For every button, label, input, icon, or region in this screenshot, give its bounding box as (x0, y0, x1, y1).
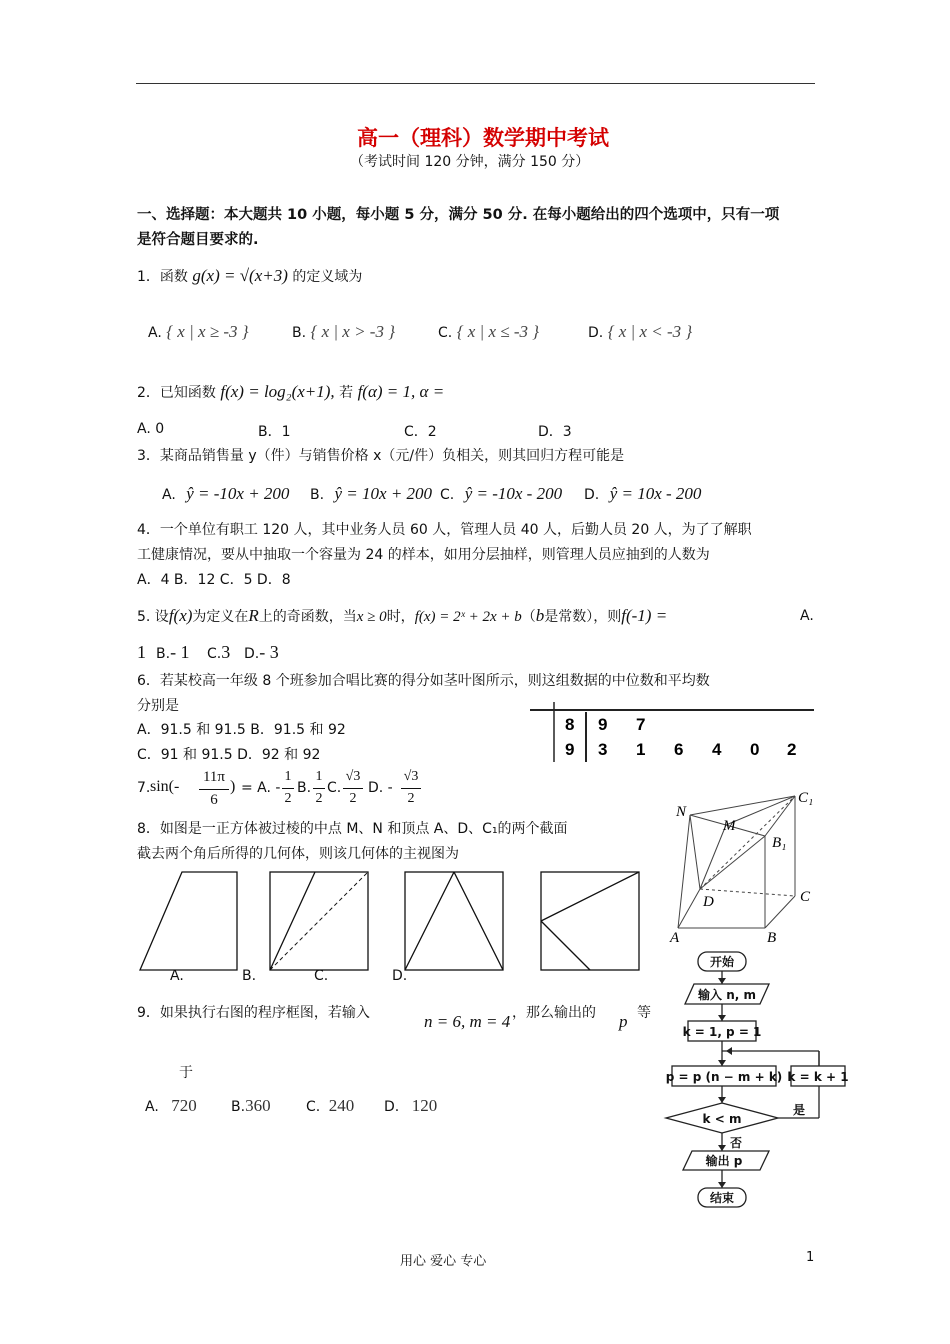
q5-t4: （ (521, 609, 536, 625)
stem-8: 8 (565, 715, 575, 734)
stem-9: 9 (565, 740, 575, 759)
q1-option-c-label: C. (438, 325, 453, 341)
page-title: 高一（理科）数学期中考试 (357, 126, 609, 150)
q7-d-bar (401, 788, 421, 789)
cube-label-c1: C₁ (798, 790, 814, 806)
q9-option-d-value: 120 (411, 1096, 438, 1115)
leaf-9-1: 1 (636, 740, 646, 759)
q3-option-b (310, 484, 432, 504)
q3-option-c-label: C. (440, 487, 455, 503)
q9-option-c-value: 240 (328, 1096, 355, 1115)
q9-option-c (306, 1096, 354, 1116)
flow-calc-text: p = p (n − m + k) (665, 1070, 783, 1084)
flow-end-text: 结束 (709, 1191, 735, 1205)
q5-t5: 是常数），则 (544, 609, 622, 625)
q8-view-b (270, 872, 368, 970)
q5-m4: f(x) = 2ˣ + 2x + b (414, 609, 522, 625)
q9-option-c-label: C. (306, 1099, 321, 1115)
flow-yes-text: 是 (792, 1103, 806, 1117)
q5-option-c (207, 642, 230, 663)
leaf-8-0: 9 (598, 715, 608, 734)
q2-option-c: C．2 (404, 424, 437, 440)
section-heading-line1: 一、选择题：本大题共 10 小题，每小题 5 分，满分 50 分. 在每小题给出的四个选项中，只有一项 (137, 207, 780, 223)
q2-condition: f(α) = 1, α = (357, 382, 445, 401)
q5-option-b-label: B. (156, 646, 171, 662)
q5-option-d (244, 642, 279, 663)
q2-function: f(x) = log₂(x+1), (220, 382, 335, 401)
q7-a-den: 2 (284, 791, 292, 806)
q6-line2: 分别是 (137, 698, 179, 714)
q7-b-den: 2 (315, 791, 323, 806)
q1-function: g(x) = √(x+3) (192, 266, 288, 285)
q9-option-d-label: D. (384, 1099, 400, 1115)
q9-prefix: 9．如果执行右图的程序框图，若输入 (137, 1005, 370, 1021)
q9-option-a-value: 720 (171, 1096, 197, 1115)
q1-option-d (588, 322, 692, 342)
flowchart (664, 946, 854, 1216)
q7-c-den: 2 (349, 791, 357, 806)
q9-option-b (231, 1096, 271, 1116)
q5-option-c-label: C. (207, 646, 222, 662)
q1-option-d-label: D. (588, 325, 604, 341)
q3-option-c (440, 484, 562, 504)
q3-option-a-math: ŷ = -10x + 200 (186, 484, 290, 503)
q5-m3: x ≥ 0 (356, 609, 387, 625)
q3-option-d-math: ŷ = 10x - 200 (609, 484, 702, 503)
q1-prefix: 1．函数 (137, 269, 188, 285)
q4-options: A．4 B．12 C．5 D．8 (137, 572, 291, 588)
q8-view-d (541, 872, 639, 970)
q8-option-c: C. (314, 968, 329, 984)
q1-option-a (148, 322, 249, 342)
q7-d-label: D. - (368, 780, 393, 796)
cube-label-m: M (723, 818, 736, 834)
q3-stem: 3．某商品销售量 y（件）与销售价格 x（元/件）负相关，则其回归方程可能是 (137, 448, 625, 464)
q7-expr-end: ) (230, 778, 236, 795)
cube-label-c: C (800, 889, 811, 905)
q5-option-b (156, 642, 190, 663)
leaf-9-3: 4 (712, 740, 722, 759)
page-number: 1 (806, 1250, 815, 1265)
leaf-9-5: 2 (787, 740, 797, 759)
q3-option-a-label: A. (162, 487, 176, 503)
section-heading-line2: 是符合题目要求的. (137, 232, 259, 248)
q2-mid: 若 (339, 385, 354, 401)
q1-option-a-label: A. (148, 325, 162, 341)
q7-b-bar (313, 788, 325, 789)
q9-line2: 于 (179, 1065, 193, 1081)
q5-m1: f(x) (168, 606, 193, 625)
q9-option-a (145, 1096, 197, 1116)
q1-option-b (292, 322, 395, 342)
q7-d-den: 2 (407, 791, 415, 806)
q1-option-a-math: { x | x ≥ -3 } (166, 322, 249, 341)
q9-option-a-label: A. (145, 1099, 159, 1115)
q7-c-label: C. (327, 780, 342, 796)
q5-m6: f(-1) = (621, 606, 668, 625)
cube-label-b1: B₁ (772, 835, 787, 851)
page-subtitle: （考试时间 120 分钟，满分 150 分） (350, 154, 590, 170)
q2-prefix: 2．已知函数 (137, 385, 216, 401)
stem-leaf-plot (530, 698, 820, 764)
q9-option-b-label: B. (231, 1099, 246, 1115)
leaf-8-1: 7 (636, 715, 646, 734)
q5-m2: R (248, 606, 259, 625)
q9-mid: ，那么输出的 (512, 1005, 596, 1021)
header-rule (136, 83, 815, 84)
q4-line1: 4．一个单位有职工 120 人，其中业务人员 60 人，管理人员 40 人，后勤人员 20 人，为了了解职 (137, 522, 752, 538)
q9-end: 等 (637, 1005, 651, 1021)
q1-option-c-math: { x | x ≤ -3 } (456, 322, 540, 341)
cube-diagram (668, 784, 828, 946)
q5-option-d-value: - 3 (259, 642, 279, 662)
q5-t2: 上的奇函数，当 (258, 609, 357, 625)
q9-p: p (619, 1012, 628, 1031)
q9-option-d (384, 1096, 437, 1116)
q7-frac-num: 11π (202, 769, 226, 785)
q8-view-a (140, 872, 237, 970)
q5-m5: b (535, 606, 545, 625)
q5-stem (137, 606, 667, 626)
q7-b-label: B. (297, 780, 312, 796)
q8-option-a: A. (170, 968, 184, 984)
q1-option-b-label: B. (292, 325, 307, 341)
q6-line1: 6．若某校高一年级 8 个班参加合唱比赛的得分如茎叶图所示，则这组数据的中位数和平均数 (137, 673, 710, 689)
q5-t1: 为定义在 (192, 609, 249, 625)
q1-option-b-math: { x | x > -3 } (310, 322, 396, 341)
q5-prefix: 5. 设 (137, 609, 169, 625)
flow-init-text: k = 1, p = 1 (682, 1025, 762, 1039)
q8-view-options (137, 870, 647, 972)
q2-option-d: D．3 (538, 424, 572, 440)
q8-view-c (405, 872, 503, 970)
q9-option-b-value: 360 (245, 1096, 271, 1115)
q7-prefix: 7. (137, 780, 151, 796)
flow-no-text: 否 (729, 1136, 743, 1150)
q6-options-cd: C．91 和 91.5 D．92 和 92 (137, 747, 321, 763)
q7-expr: sin(- (150, 778, 180, 795)
q5-option-a-value: 1 (137, 642, 146, 662)
q5-t3: 时， (386, 609, 415, 625)
q9-input-values: n = 6, m = 4 (424, 1012, 511, 1031)
q3-option-b-math: ŷ = 10x + 200 (334, 484, 433, 503)
q6-options-ab: A．91.5 和 91.5 B．91.5 和 92 (137, 722, 346, 738)
q8-line2: 截去两个角后所得的几何体，则该几何体的主视图为 (137, 846, 459, 862)
q7-c-num: √3 (345, 769, 361, 784)
q7-c-bar (343, 788, 363, 789)
cube-label-d: D (703, 894, 714, 910)
flow-inc-text: k = k + 1 (787, 1070, 849, 1084)
q9-stem (137, 1002, 370, 1022)
flow-start-text: 开始 (709, 955, 735, 969)
q3-option-d-label: D. (584, 487, 600, 503)
q3-option-d (584, 484, 701, 504)
cube-label-a: A (670, 930, 680, 946)
q3-option-b-label: B. (310, 487, 325, 503)
q7-b-num: 1 (315, 769, 323, 784)
flow-output-text: 输出 p (705, 1154, 743, 1168)
q1-option-c (438, 322, 539, 342)
footer-motto: 用心 爱心 专心 (400, 1254, 487, 1269)
q1-option-d-math: { x | x < -3 } (607, 322, 693, 341)
leaf-9-2: 6 (674, 740, 684, 759)
q2-option-b: B．1 (258, 424, 291, 440)
q2-stem (137, 382, 444, 402)
flow-cond-text: k < m (702, 1112, 742, 1126)
cube-label-n: N (676, 804, 687, 820)
q4-line2: 工健康情况，要从中抽取一个容量为 24 的样本，如用分层抽样，则管理人员应抽到的人数为 (137, 547, 710, 563)
q7-frac-den: 6 (210, 792, 218, 808)
flow-input-text: 输入 n, m (698, 988, 756, 1002)
q7-a-num: 1 (284, 769, 292, 784)
leaf-9-4: 0 (750, 740, 760, 759)
q1-stem (137, 266, 362, 286)
q7-a-bar (282, 788, 294, 789)
q3-option-a (162, 484, 289, 504)
q2-option-a: A. 0 (137, 421, 165, 437)
q3-option-c-math: ŷ = -10x - 200 (464, 484, 563, 503)
cube-label-b: B (767, 930, 777, 946)
q8-line1: 8．如图是一正方体被过棱的中点 M、N 和顶点 A、D、C₁的两个截面 (137, 821, 568, 837)
q8-option-b: B. (242, 968, 257, 984)
q7-eq: = A. - (241, 780, 281, 796)
leaf-9-0: 3 (598, 740, 608, 759)
q1-suffix: 的定义域为 (292, 269, 363, 285)
q7-d-num: √3 (403, 769, 419, 784)
q5-option-c-value: 3 (221, 642, 231, 662)
q8-option-d: D. (392, 968, 408, 984)
q5-option-a-label: A. (800, 608, 814, 624)
q5-option-b-value: - 1 (170, 642, 190, 662)
q5-option-d-label: D. (244, 646, 260, 662)
q7-frac-bar (199, 789, 229, 790)
